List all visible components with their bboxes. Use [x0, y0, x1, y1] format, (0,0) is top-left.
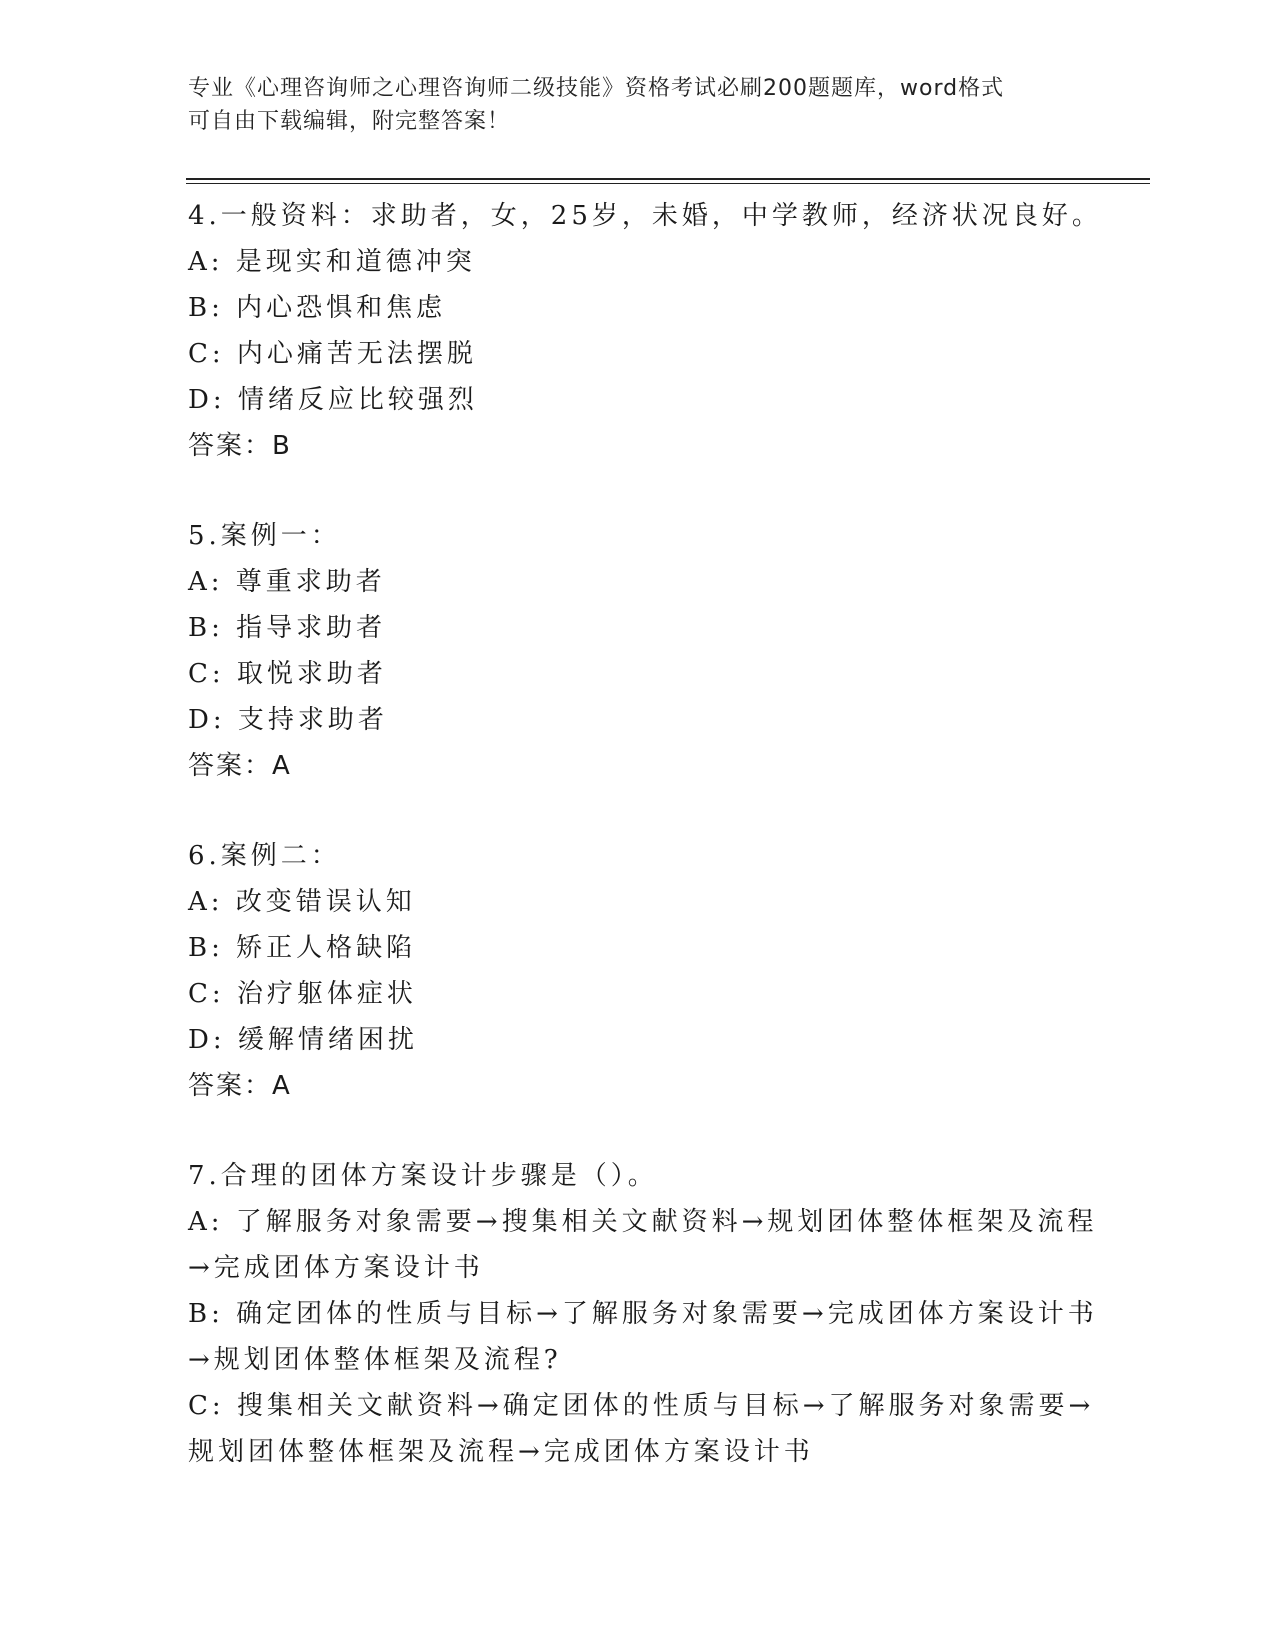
option-a-line-1: A: 了解服务对象需要→搜集相关文献资料→规划团体整体框架及流程 — [188, 1207, 1098, 1237]
option-c-line-1: C: 搜集相关文献资料→确定团体的性质与目标→了解服务对象需要→ — [188, 1391, 1095, 1421]
option-b: B: 指导求助者 — [188, 613, 387, 643]
option-c: C: 内心痛苦无法摆脱 — [188, 339, 477, 369]
document-header — [188, 72, 1068, 138]
option-b-line-2: →规划团体整体框架及流程? — [188, 1345, 562, 1375]
option-b: B: 内心恐惧和焦虑 — [188, 293, 447, 323]
option-c: C: 取悦求助者 — [188, 659, 387, 689]
question-stem: 4.一般资料：求助者，女，25岁，未婚，中学教师，经济状况良好。 — [188, 201, 1102, 231]
header-divider-thin — [186, 183, 1150, 184]
question-list — [188, 193, 1102, 1475]
option-d: D: 缓解情绪困扰 — [188, 1025, 418, 1055]
option-d: D: 情绪反应比较强烈 — [188, 385, 478, 415]
question-4 — [188, 193, 1102, 469]
option-a-line-2: →完成团体方案设计书 — [188, 1253, 484, 1283]
header-divider — [186, 178, 1150, 180]
answer: 答案：A — [188, 1071, 292, 1101]
option-c: C: 治疗躯体症状 — [188, 979, 417, 1009]
question-stem: 5.案例一： — [188, 521, 341, 551]
question-5 — [188, 513, 1088, 789]
option-b: B: 矫正人格缺陷 — [188, 933, 417, 963]
answer: 答案：B — [188, 431, 292, 461]
answer: 答案：A — [188, 751, 292, 781]
header-title-line-2: 可自由下载编辑，附完整答案！ — [188, 109, 511, 134]
question-7 — [188, 1153, 1098, 1475]
option-d: D: 支持求助者 — [188, 705, 388, 735]
option-a: A: 是现实和道德冲突 — [188, 247, 476, 277]
option-a: A: 尊重求助者 — [188, 567, 386, 597]
question-stem: 6.案例二： — [188, 841, 341, 871]
option-a: A: 改变错误认知 — [188, 887, 416, 917]
question-6 — [188, 833, 1088, 1109]
option-b-line-1: B: 确定团体的性质与目标→了解服务对象需要→完成团体方案设计书 — [188, 1299, 1098, 1329]
header-title-line-1: 专业《心理咨询师之心理咨询师二级技能》资格考试必刷200题题库，word格式 — [188, 76, 1005, 101]
question-stem: 7.合理的团体方案设计步骤是（）。 — [188, 1161, 658, 1191]
option-c-line-2: 规划团体整体框架及流程→完成团体方案设计书 — [188, 1437, 814, 1467]
